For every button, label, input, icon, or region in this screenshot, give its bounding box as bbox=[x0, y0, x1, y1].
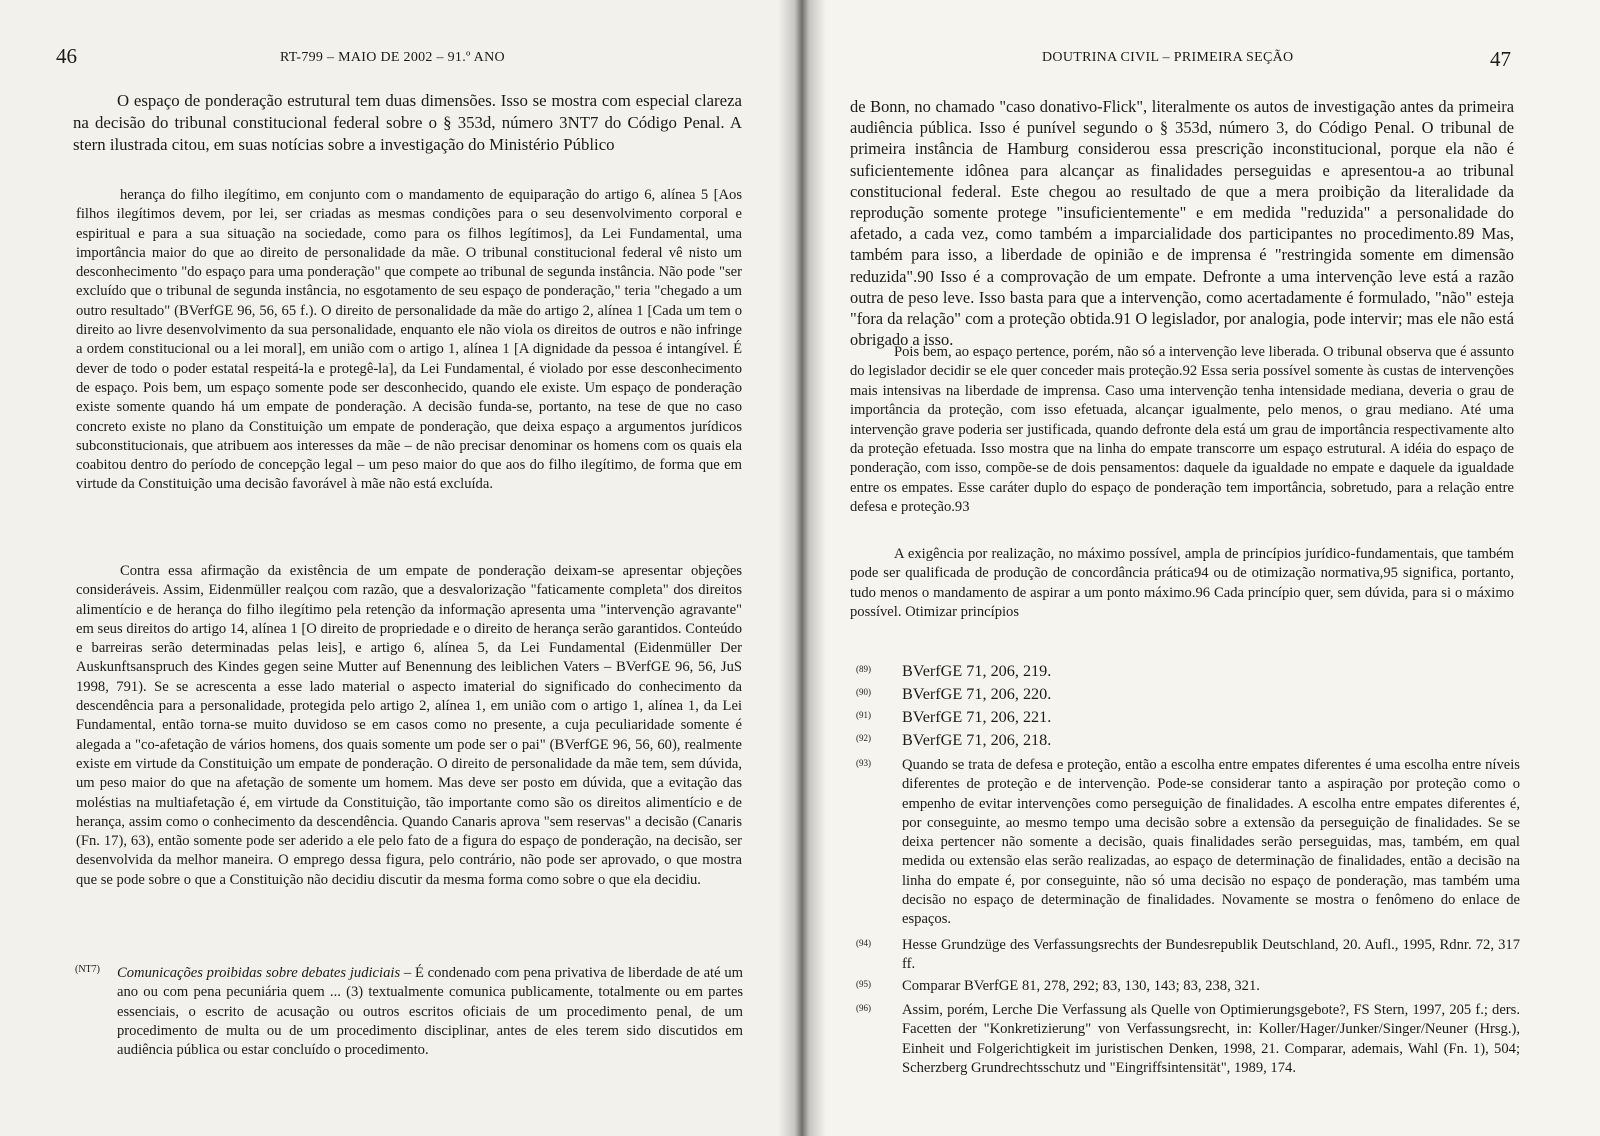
footnote-text: BVerfGE 71, 206, 220. bbox=[902, 685, 1052, 703]
running-head-left: RT-799 – MAIO DE 2002 – 91.º ANO bbox=[280, 50, 505, 65]
footnote-text: BVerfGE 71, 206, 221. bbox=[902, 708, 1052, 726]
footnote-90 bbox=[856, 685, 1520, 704]
footnote-94 bbox=[856, 936, 1520, 975]
footnote-92 bbox=[856, 731, 1520, 750]
right-paragraph-3: A exigência por realização, no máximo possível, ampla de princípios jurídico-fundamentais, que também pode ser qualificada de produção de concordância prática94 ou de otimização normativa,95 significa, portanto, tudo menos o mandamento de aspirar a um ponto máximo.96 Cada princípio quer, sem dúvida, para si o máximo possível. Otimizar princípios bbox=[850, 546, 1514, 621]
right-paragraph-2: Pois bem, ao espaço pertence, porém, não só a intervenção leve liberada. O tribunal observa que é assunto do legislador decidir se ele quer conceder mais proteção.92 Essa seria possível somente às custas de intervenções mais intensivas na liberdade de imprensa. Caso uma intervenção tenha intensidade mediana, deveria o grau de importância da proteção, com isso efetuada, alcançar igualmente, pelo menos, o grau mediano. Até uma intervenção grave poderia ser justificada, quando defronte dela está um grau de importância respectivamente alto da proteção efetuada. Isso mostra que na linha do empate transcorre um espaço estrutural. A idéia do espaço de ponderação, com isso, compõe-se de dois pensamentos: daquele da igualdade no empate e daquele da igualdade entre os empates. Esse caráter duplo do espaço de ponderação tem importância, sobretudo, para a relação entre defesa e proteção.93 bbox=[850, 344, 1514, 516]
running-head-right: DOUTRINA CIVIL – PRIMEIRA SEÇÃO bbox=[1042, 50, 1294, 65]
footnote-text: – É condenado com pena privativa de liberdade de até um ano ou com pena pecuniária quem ... (3) textualmente comunica publicamente, totalmente ou em partes essenciais, o escrito de acusação ou outros escritos oficiais de um procedimento penal, de um procedimento de multa ou de um procedimento disciplinar, antes de eles terem sido discutidos em audiência pública ou estar concluído o procedimento. bbox=[117, 965, 743, 1059]
footnote-mark: (95) bbox=[856, 979, 871, 989]
footnote-95 bbox=[856, 977, 1520, 996]
footnote-text: BVerfGE 71, 206, 218. bbox=[902, 731, 1052, 749]
footnote-93 bbox=[856, 756, 1520, 930]
footnote-text: Assim, porém, Lerche Die Verfassung als Quelle von Optimierungsgebote?, FS Stern, 1997, 205 f.; ders. Facetten der "Konkretizierung" von Verfassungsrecht, in: Koller/Hager/Junker/Singer/Neuner (Hrsg.), Einheit und Folgerichtigkeit im juristischen Denken, 1998, 21. Comparar, ademais, Wahl (Fn. 1), 504; Scherzberg Grundrechtsschutz und "Eingriffsintensität", 1989, 174. bbox=[902, 1002, 1520, 1076]
footnote-mark: (94) bbox=[856, 938, 871, 948]
footnote-mark: (NT7) bbox=[75, 964, 100, 975]
footnote-text: Comparar BVerfGE 81, 278, 292; 83, 130, 143; 83, 238, 321. bbox=[902, 978, 1260, 994]
footnote-mark: (91) bbox=[856, 710, 871, 720]
footnote-mark: (89) bbox=[856, 664, 871, 674]
footnote-mark: (93) bbox=[856, 758, 871, 768]
footnote-89 bbox=[856, 662, 1520, 681]
intro-paragraph: O espaço de ponderação estrutural tem duas dimensões. Isso se mostra com especial clareza na decisão do tribunal constitucional federal sobre o § 353d, número 3NT7 do Código Penal. A stern ilustrada citou, em suas notícias sobre a investigação do Ministério Público bbox=[73, 91, 742, 155]
book-gutter bbox=[778, 0, 826, 1136]
footnote-91 bbox=[856, 708, 1520, 727]
footnote-mark: (92) bbox=[856, 733, 871, 743]
footnote-text: Hesse Grundzüge des Verfassungsrechts der Bundesrepublik Deutschland, 20. Aufl., 1995, Rdnr. 72, 317 ff. bbox=[902, 937, 1520, 973]
footnote-text: BVerfGE 71, 206, 219. bbox=[902, 662, 1052, 680]
footnote-96 bbox=[856, 1001, 1520, 1078]
footnote-mark: (90) bbox=[856, 687, 871, 697]
page-number-left: 46 bbox=[56, 44, 77, 68]
body-paragraph-2: Contra essa afirmação da existência de um empate de ponderação deixam-se apresentar objeções consideráveis. Assim, Eidenmüller realçou com razão, que a desvalorização "faticamente completa" dos direitos alimentício e de herança do filho ilegítimo pela retenção da informação apresenta uma "intervenção agravante" em seus direitos do artigo 14, alínea 1 [O direito de propriedade e o direito de herança serão garantidos. Conteúdo e barreiras serão determinadas pelas leis], e artigo 6, alínea 5, da Lei Fundamental (Eidenmüller Der Auskunftsanspruch des Kindes gegen seine Mutter auf Benennung des leiblichen Vaters – BVerfGE 96, 56, JuS 1998, 791). Se se acrescenta a esse lado material o aspecto imaterial do significado do conhecimento da descendência para a personalidade, protegida pelo artigo 2, alínea 1, em união com o artigo 1, alínea 1, da Lei Fundamental, então torna-se muito duvidoso se em casos como no presente, a cuja peculiaridade somente é alegada a "co-afetação de vários homens, dos quais somente um pode ser o pai" (BVerfGE 96, 56, 60), realmente existe em virtude da Constituição um empate de ponderação. O direito de personalidade da mãe tem, sem dúvida, um peso maior do que na afetação de somente um homem. Mas deve ser posto em dúvida, que a evitação das moléstias na multiafetação é, em virtude da Constituição, tão importante como são os direitos alimentício e de herança, assim como o conhecimento da descendência. Quando Canaris aprova "sem reservas" a decisão (Canaris (Fn. 17), 63), então somente pode ser aderido a ele pelo fato de a figura do espaço de ponderação, na decisão, ser desenvolvida da melhor maneira. O emprego dessa figura, pelo contrário, não pode ser aprovado, o que mostra que se pode sobre o que a Constituição não decidiu discutir da mesma forma como sobre o que ela decidiu. bbox=[76, 563, 742, 888]
footnote-mark: (96) bbox=[856, 1003, 871, 1013]
footnote-nt7 bbox=[75, 964, 743, 1060]
footnote-title: Comunicações proibidas sobre debates judiciais bbox=[117, 965, 401, 981]
page-number-right: 47 bbox=[1490, 47, 1511, 71]
right-paragraph-1: de Bonn, no chamado "caso donativo-Flick", literalmente os autos de investigação antes da primeira audiência pública. Isso é punível segundo o § 353d, número 3, do Código Penal. O tribunal de primeira instância de Hamburg considerou essa prescrição inconstitucional, porque ela não é suficientemente idônea para alcançar as finalidades perseguidas e apresentou-a ao tribunal constitucional federal. Este chegou ao resultado de que a mera proibição da literalidade da reprodução somente protege "insuficientemente" e em medida "reduzida" a personalidade do afetado, a cada vez, como também a imparcialidade dos participantes no procedimento.89 Mas, também para isso, a liberdade de opinião e de imprensa é "restringida somente em dimensão reduzida".90 Isso é a comprovação de um empate. Defronte a uma intervenção leve está a razão outra de peso leve. Isso basta para que a intervenção, como acertadamente é formulado, "não" esteja "fora da relação" com a proteção obtida.91 O legislador, por analogia, pode intervir; mas ele não está obrigado a isso. bbox=[850, 97, 1514, 350]
body-paragraph-1: herança do filho ilegítimo, em conjunto com o mandamento de equiparação do artigo 6, alínea 5 [Aos filhos ilegítimos devem, por lei, ser criadas as mesmas condições para o seu desenvolvimento corporal e espiritual e para a sua situação na sociedade, como para os filhos legítimos], da Lei Fundamental, uma importância maior do que ao direito de personalidade da mãe. O tribunal constitucional federal vê nisto um desconhecimento "do espaço para uma ponderação" que compete ao tribunal de segunda instância. Não pode "ser excluído que o tribunal de segunda instância, no esgotamento de seu espaço de ponderação," teria "chegado a um outro resultado" (BVerfGE 96, 56, 65 f.). O direito de personalidade da mãe do artigo 2, alínea 1 [Cada um tem o direito ao livre desenvolvimento da sua personalidade, enquanto ele não viola os direitos de outros e não infringe a ordem constitucional ou a lei moral], em união com o artigo 1, alínea 1 [A dignidade da pessoa é intangível. É dever de todo o poder estatal respeitá-la e protegê-la], da Lei Fundamental, é violado por esse desconhecimento de espaço. Pois bem, um espaço somente pode ser desconhecido, quando ele existe. Um espaço de ponderação existe somente quando há um empate de ponderação. A decisão funda-se, portanto, na tese de que no caso concreto existe no plano da Constituição um empate de ponderação, que deixa espaço a argumentos jurídicos subconstitucionais, que atribuem aos interesses da mãe – de não precisar denominar os homens com os quais ela coabitou dentro do período de concepção legal – um peso maior do que aos do filho ilegítimo, de forma que em virtude da Constituição uma decisão favorável à mãe não está excluída. bbox=[76, 187, 742, 493]
footnote-text: Quando se trata de defesa e proteção, então a escolha entre empates diferentes é uma escolha entre níveis diferentes de proteção e de intervenção. Pode-se considerar tanto a aspiração por proteção como o empenho de evitar intervenções como perseguição de finalidades. A escolha entre empates diferentes é, por conseguinte, ao mesmo tempo uma decisão sobre a extensão da perseguição de finalidades. Se se deixa pertencer não somente a decisão, quais finalidades serão perseguidas, mas, também, em qual medida ou extensão elas serão realizadas, ao espaço de determinação de finalidades, então a decisão na linha do empate é, por conseguinte, não só uma decisão no espaço de ponderação, mas também uma decisão no espaço de determinação de finalidades. Novamente se mostra o fenômeno do enlace de espaços. bbox=[902, 757, 1520, 928]
